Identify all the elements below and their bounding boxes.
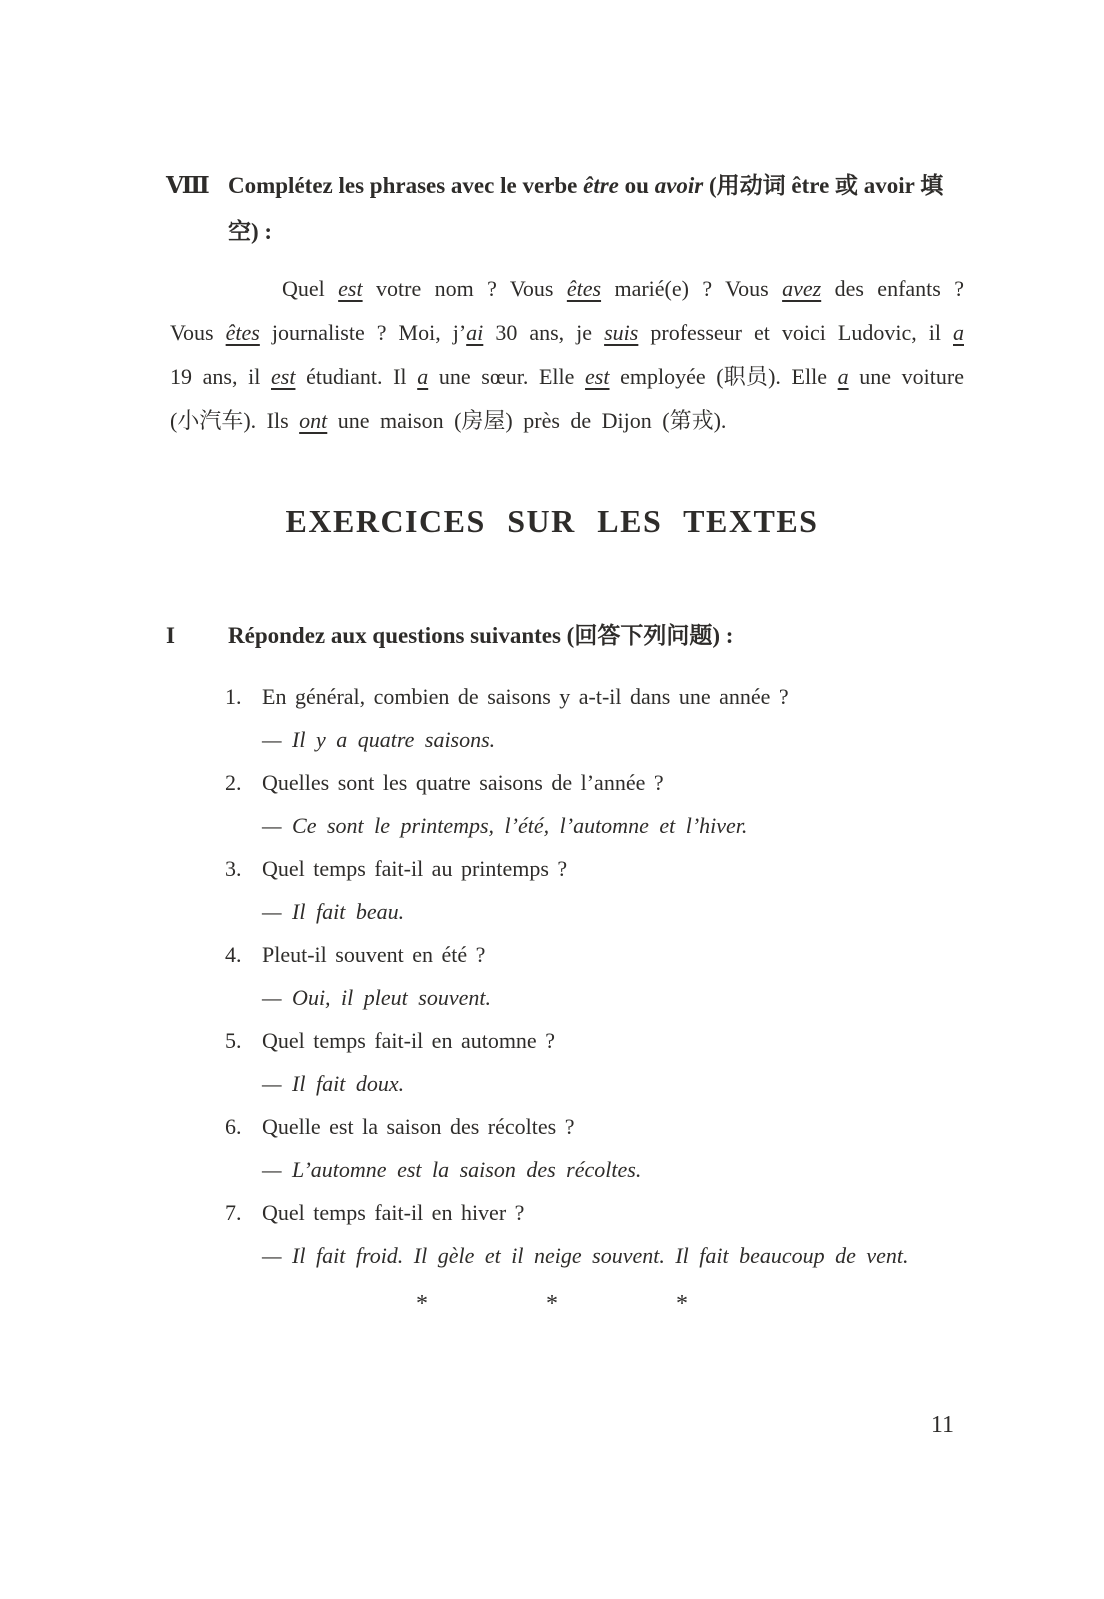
section-i <box>0 613 1104 1277</box>
question-item <box>225 761 964 847</box>
answer-text: — Il y a quatre saisons. <box>262 727 496 752</box>
question-number: 1. <box>225 684 242 709</box>
question-number: 7. <box>225 1200 242 1225</box>
question-line <box>225 1019 964 1062</box>
question-number: 3. <box>225 856 242 881</box>
section-viii <box>0 163 1104 443</box>
question-text: Quel temps fait-il au printemps ? <box>262 856 568 881</box>
question-item <box>225 1191 964 1277</box>
section-viii-title: Complétez les phrases avec le verbe être ou avoir (用动词 être 或 avoir 填空) : <box>228 173 944 244</box>
section-i-label: I <box>166 623 175 648</box>
asterisk: * <box>416 1291 428 1317</box>
section-viii-label: Ⅷ <box>166 173 210 198</box>
asterisk: * <box>676 1291 688 1317</box>
question-text: Quel temps fait-il en hiver ? <box>262 1200 525 1225</box>
section-i-heading <box>166 613 964 659</box>
question-item <box>225 1105 964 1191</box>
question-item <box>225 675 964 761</box>
question-text: Quelle est la saison des récoltes ? <box>262 1114 575 1139</box>
question-line <box>225 761 964 804</box>
question-number: 6. <box>225 1114 242 1139</box>
question-item <box>225 1019 964 1105</box>
page-number: 11 <box>930 1412 954 1438</box>
answer-text: — Oui, il pleut souvent. <box>262 985 491 1010</box>
question-text: Quelles sont les quatre saisons de l’année ? <box>262 770 664 795</box>
asterisk-separator <box>0 1291 1104 1318</box>
fill-in-paragraph: Quel est votre nom ? Vous êtes marié(e) ? Vous avez des enfants ? Vous êtes journaliste ? Moi, j’ai 30 ans, je suis professeur et voici Ludovic, il a 19 ans, il est étudiant. Il a une sœur. Elle est employée (职员). Elle a une voiture (小汽车). Ils ont une maison (房屋) près de Dijon (第戎). <box>170 276 964 433</box>
answer-text: — Il fait beau. <box>262 899 405 924</box>
answer-text: — L’automne est la saison des récoltes. <box>262 1157 642 1182</box>
question-text: Pleut-il souvent en été ? <box>262 942 486 967</box>
exercises-heading: EXERCICES SUR LES TEXTES <box>285 503 819 539</box>
question-list <box>225 675 964 1277</box>
question-item <box>225 933 964 1019</box>
question-line <box>225 675 964 718</box>
answer-text: — Il fait froid. Il gèle et il neige souvent. Il fait beaucoup de vent. <box>262 1243 909 1268</box>
asterisk: * <box>546 1291 558 1317</box>
answer-text: — Il fait doux. <box>262 1071 405 1096</box>
question-line <box>225 847 964 890</box>
question-text: En général, combien de saisons y a-t-il dans une année ? <box>262 684 789 709</box>
question-line <box>225 1191 964 1234</box>
question-line <box>225 933 964 976</box>
question-number: 5. <box>225 1028 242 1053</box>
question-item <box>225 847 964 933</box>
question-number: 4. <box>225 942 242 967</box>
question-line <box>225 1105 964 1148</box>
section-viii-heading <box>166 163 964 255</box>
question-number: 2. <box>225 770 242 795</box>
question-text: Quel temps fait-il en automne ? <box>262 1028 555 1053</box>
section-i-title: Répondez aux questions suivantes (回答下列问题) : <box>228 623 734 648</box>
answer-text: — Ce sont le printemps, l’été, l’automne et l’hiver. <box>262 813 748 838</box>
